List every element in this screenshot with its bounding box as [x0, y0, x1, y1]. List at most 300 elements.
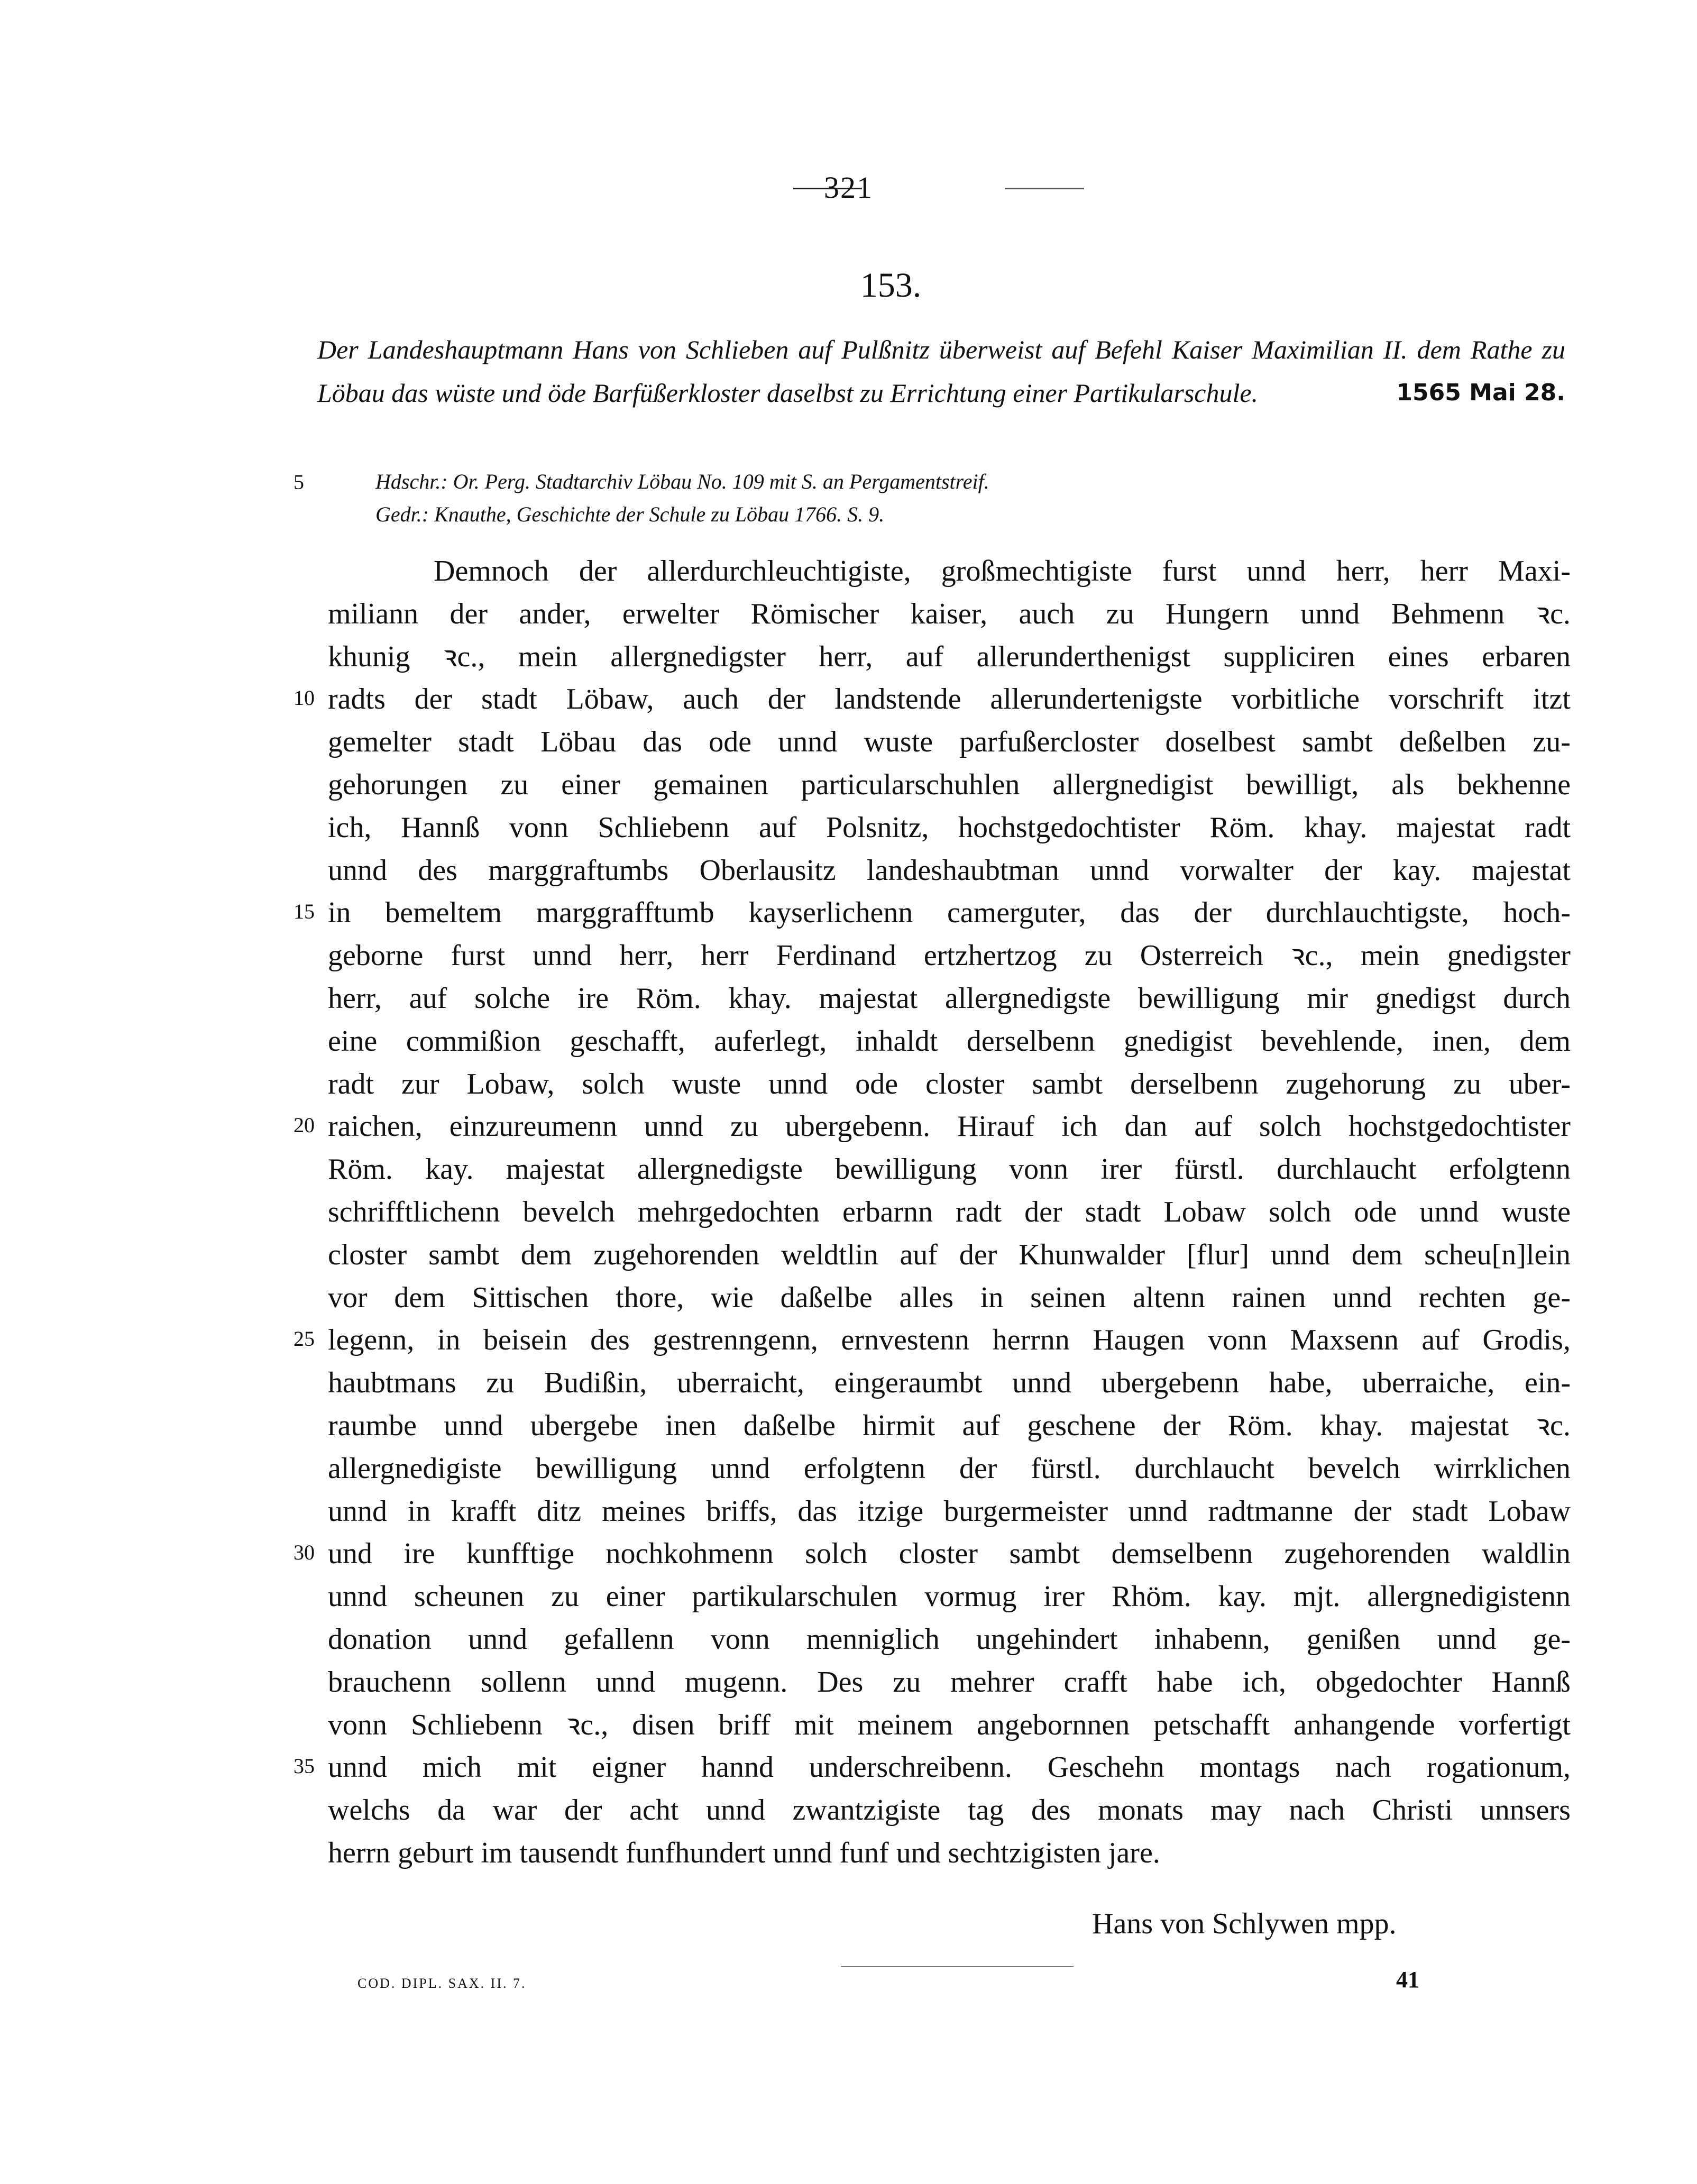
body-word: ertzhertzog	[923, 939, 1057, 972]
body-word: uberraiche,	[1362, 1366, 1495, 1400]
body-word: Röm.	[636, 981, 701, 1015]
line-number: 10	[293, 686, 315, 710]
body-word: zu	[1084, 939, 1113, 972]
body-word: wie	[710, 1281, 754, 1314]
body-word: unnd	[768, 1067, 828, 1100]
body-word: kay.	[1392, 854, 1442, 887]
body-word: sechtzigisten	[948, 1836, 1101, 1869]
body-word: hoch-	[1503, 896, 1571, 930]
body-word: radts	[328, 683, 386, 716]
body-word: daßelbe	[780, 1281, 873, 1314]
body-line	[328, 849, 1571, 892]
body-word: legenn,	[328, 1324, 415, 1357]
body-word: bevelch	[522, 1195, 615, 1228]
body-word: ꝛc.,	[1291, 939, 1333, 972]
body-line	[328, 636, 1571, 678]
body-word: Maxi-	[1498, 555, 1571, 588]
body-word: allergnedigist	[1052, 768, 1214, 801]
body-word: fürstl.	[1031, 1452, 1101, 1485]
body-word: wuste	[864, 726, 933, 759]
body-word: radt	[1524, 811, 1571, 844]
body-word: solch	[1259, 1110, 1322, 1143]
body-word: partikularschulen	[692, 1580, 898, 1613]
body-word: majestat	[819, 981, 918, 1015]
document-number: 153.	[860, 266, 922, 305]
body-word: ode	[1354, 1195, 1397, 1228]
body-word: inen	[665, 1409, 717, 1442]
body-word: Des	[817, 1665, 864, 1699]
body-word: allergnedigste	[637, 1153, 803, 1186]
body-word: unnd	[1128, 1494, 1188, 1528]
body-word: khay.	[1320, 1409, 1383, 1442]
body-word: closter	[328, 1238, 407, 1271]
body-word: itzt	[1533, 683, 1571, 716]
body-word: stadt	[481, 683, 537, 716]
body-word: eines	[1388, 640, 1449, 673]
body-word: Ferdinand	[776, 939, 896, 972]
body-word: solch	[1269, 1195, 1332, 1228]
body-word: briff	[718, 1708, 770, 1741]
body-line	[328, 1618, 1571, 1661]
body-word: Röm.	[1209, 811, 1275, 844]
body-line	[328, 1533, 1571, 1575]
body-word: Christi	[1372, 1794, 1453, 1827]
body-word: seinen	[1030, 1281, 1106, 1314]
body-line	[328, 1234, 1571, 1277]
body-word: nach	[1335, 1751, 1391, 1784]
body-word: auf	[900, 1238, 938, 1271]
line-number: 15	[293, 900, 315, 924]
body-word: geschene	[1027, 1409, 1136, 1442]
body-word: vorwalter	[1180, 854, 1294, 887]
body-word: hochstgedochtister	[1349, 1110, 1571, 1143]
body-word: der	[959, 1452, 997, 1485]
body-word: bekhenne	[1457, 768, 1571, 801]
body-word: unnd	[1012, 1366, 1072, 1400]
body-word: ge-	[1533, 1622, 1571, 1656]
body-word: hannd	[701, 1751, 774, 1784]
body-word: ditz	[537, 1494, 582, 1528]
body-word: auf	[409, 981, 447, 1015]
body-word: disen	[632, 1708, 695, 1741]
body-word: Römischer	[750, 597, 879, 630]
body-word: ubergebenn.	[785, 1110, 930, 1143]
body-word: erbarnn	[842, 1195, 933, 1228]
body-word: des	[418, 854, 457, 887]
body-word: rechten	[1418, 1281, 1506, 1314]
body-word: marggrafftumb	[536, 896, 714, 930]
body-word: ich,	[328, 811, 372, 844]
body-word: furst	[1162, 555, 1217, 588]
regest	[317, 328, 1565, 415]
body-word: ire	[577, 981, 609, 1015]
body-word: inhabenn,	[1154, 1622, 1270, 1656]
body-word: gemainen	[653, 768, 768, 801]
body-word: unnd	[328, 854, 387, 887]
body-word: großmechtigiste	[941, 555, 1132, 588]
body-word: allerunderthenigst	[976, 640, 1190, 673]
body-word: Maxsenn	[1290, 1324, 1399, 1357]
body-word: majestat	[1472, 854, 1571, 887]
body-word: funf	[839, 1836, 889, 1869]
body-word: herr,	[819, 640, 873, 673]
body-word: mir	[1307, 981, 1348, 1015]
body-word: mit	[794, 1708, 834, 1741]
body-word: rogationum,	[1426, 1751, 1571, 1784]
body-word: Grodis,	[1482, 1324, 1571, 1357]
body-word: kayserlichenn	[748, 896, 913, 930]
line-number: 5	[293, 470, 304, 494]
header-rule-right	[1005, 188, 1084, 189]
body-word: unnd	[1419, 1195, 1479, 1228]
line-number: 20	[293, 1113, 315, 1137]
body-word: haubtmans	[328, 1366, 456, 1400]
body-word: auferlegt,	[714, 1024, 827, 1058]
body-word: ein-	[1524, 1366, 1571, 1400]
body-word: nochkohmenn	[606, 1537, 774, 1571]
body-word: raichen,	[328, 1110, 423, 1143]
body-word: uberraicht,	[676, 1366, 804, 1400]
body-word: crafft	[1063, 1665, 1127, 1699]
body-word: vorschrift	[1388, 683, 1504, 716]
body-word: erfolgtenn	[803, 1452, 926, 1485]
body-word: zur	[401, 1067, 439, 1100]
body-word: kay.	[1218, 1580, 1267, 1613]
document-body	[328, 550, 1571, 1875]
body-word: majestat	[1410, 1409, 1509, 1442]
body-word: mugenn.	[684, 1665, 788, 1699]
body-line	[328, 678, 1571, 721]
body-line	[328, 1105, 1571, 1148]
body-word: solch	[582, 1067, 645, 1100]
body-word: weldtlin	[781, 1238, 878, 1271]
regest-date: 1565 Mai 28.	[1396, 379, 1565, 406]
body-word: unnd	[773, 1836, 832, 1869]
body-word: geschafft,	[570, 1024, 685, 1058]
body-word: miliann	[328, 597, 419, 630]
body-word: das	[1120, 896, 1160, 930]
body-word: das	[797, 1494, 838, 1528]
body-word: solch	[805, 1537, 868, 1571]
body-word: ubergebe	[530, 1409, 638, 1442]
body-word: alles	[899, 1281, 954, 1314]
body-word: parfußercloster	[959, 726, 1139, 759]
body-word: bevelch	[1308, 1452, 1400, 1485]
footer-series: COD. DIPL. SAX. II. 7.	[357, 1976, 527, 1991]
body-word: unnd	[711, 1452, 770, 1485]
body-word: allergnedigster	[610, 640, 786, 673]
body-word: Rhöm.	[1111, 1580, 1191, 1613]
body-word: welchs	[328, 1794, 410, 1827]
body-word: auf	[1194, 1110, 1232, 1143]
body-word: erwelter	[622, 597, 720, 630]
body-word: durchlauchtigste,	[1265, 896, 1469, 930]
body-word: kay.	[425, 1153, 474, 1186]
body-word: acht	[629, 1794, 679, 1827]
body-word: Oberlausitz	[699, 854, 836, 887]
body-word: zu	[486, 1366, 515, 1400]
body-word: Lobaw,	[466, 1067, 555, 1100]
body-word: uber-	[1508, 1067, 1571, 1100]
body-word: habe,	[1269, 1366, 1333, 1400]
body-word: wirrklichen	[1434, 1452, 1571, 1485]
body-line	[328, 1746, 1571, 1789]
body-word: der	[1194, 896, 1232, 930]
body-word: unnd	[328, 1751, 387, 1784]
body-word: closter	[925, 1067, 1005, 1100]
body-word: und	[896, 1836, 941, 1869]
body-line	[328, 1191, 1571, 1234]
body-word: im	[481, 1836, 512, 1869]
body-word: Schliebenn	[411, 1708, 543, 1741]
body-word: particularschuhlen	[801, 768, 1020, 801]
body-word: solche	[474, 981, 551, 1015]
body-word: dem	[1519, 1024, 1571, 1058]
body-word: vonn	[328, 1708, 387, 1741]
body-word: funfhundert	[625, 1836, 766, 1869]
body-word: anhangende	[1294, 1708, 1435, 1741]
body-word: gemelter	[328, 726, 432, 759]
body-word: mehrer	[950, 1665, 1034, 1699]
body-word: Hannß	[1491, 1665, 1571, 1699]
body-word: deßelben	[1399, 726, 1507, 759]
signature: Hans von Schlywen mpp.	[1092, 1907, 1397, 1940]
body-word: zu	[1106, 597, 1134, 630]
body-word: sambt	[428, 1238, 499, 1271]
body-word: mehrgedochten	[637, 1195, 820, 1228]
body-word: einzureumenn	[449, 1110, 617, 1143]
body-word: ubergebenn	[1101, 1366, 1239, 1400]
body-word: auf	[962, 1409, 1001, 1442]
body-word: stadt	[1085, 1195, 1141, 1228]
body-line	[328, 1362, 1571, 1405]
body-word: ꝛc.	[1536, 1409, 1571, 1442]
body-word: gestrenngenn,	[653, 1324, 818, 1357]
body-word: eigner	[592, 1751, 666, 1784]
body-word: bevehlende,	[1261, 1024, 1404, 1058]
body-word: derselbenn	[1130, 1067, 1259, 1100]
body-word: meinem	[857, 1708, 953, 1741]
body-word: Lobaw	[1163, 1195, 1246, 1228]
body-line	[328, 550, 1571, 593]
body-word: stadt	[1411, 1494, 1468, 1528]
body-word: auch	[1019, 597, 1075, 630]
body-word: irer	[1100, 1153, 1142, 1186]
body-word: ode	[709, 726, 752, 759]
body-word: vonn	[710, 1622, 770, 1656]
body-word: herr	[701, 939, 749, 972]
body-word: zugehorenden	[593, 1238, 760, 1271]
body-word: ich	[1061, 1110, 1098, 1143]
body-word: bemeltem	[385, 896, 502, 930]
body-word: monats	[1098, 1794, 1184, 1827]
body-word: der	[579, 555, 617, 588]
body-word: sambt	[1032, 1067, 1103, 1100]
body-word: camerguter,	[947, 896, 1086, 930]
body-word: briffs,	[706, 1494, 777, 1528]
body-word: geborne	[328, 939, 424, 972]
line-number: 35	[293, 1754, 315, 1778]
body-word: gnedigist	[1124, 1024, 1233, 1058]
body-word: stadt	[458, 726, 514, 759]
body-word: Lobaw	[1488, 1494, 1571, 1528]
body-word: als	[1391, 768, 1425, 801]
body-line	[328, 1148, 1571, 1191]
body-word: derselbenn	[966, 1024, 1095, 1058]
body-word: menniglich	[806, 1622, 940, 1656]
body-word: und	[328, 1537, 372, 1571]
body-word: geburt	[398, 1836, 474, 1869]
body-word: irer	[1043, 1580, 1085, 1613]
body-line	[328, 892, 1571, 934]
body-word: daßelbe	[743, 1409, 836, 1442]
body-word: radt	[956, 1195, 1002, 1228]
body-word: herr,	[1336, 555, 1390, 588]
body-word: rainen	[1232, 1281, 1306, 1314]
body-word: underschreibenn.	[809, 1751, 1012, 1784]
body-word: sambt	[1009, 1537, 1080, 1571]
body-line	[328, 593, 1571, 636]
body-word: nach	[1289, 1794, 1345, 1827]
body-word: majestat	[1396, 811, 1496, 844]
body-word: sollenn	[481, 1665, 566, 1699]
body-word: zu	[1453, 1067, 1481, 1100]
body-word: Hannß	[401, 811, 480, 844]
body-line	[328, 1490, 1571, 1533]
body-word: dem	[1351, 1238, 1403, 1271]
body-line	[328, 1832, 1571, 1875]
body-word: commißion	[406, 1024, 541, 1058]
body-word: bewilligung	[535, 1452, 677, 1485]
body-word: scheu[n]lein	[1424, 1238, 1571, 1271]
body-word: inen,	[1432, 1024, 1491, 1058]
body-word: zu	[893, 1665, 921, 1699]
body-word: zu-	[1533, 726, 1571, 759]
body-word: in	[328, 896, 351, 930]
body-word: unnd	[1437, 1622, 1497, 1656]
body-word: khunig	[328, 640, 410, 673]
body-word: eingeraumbt	[834, 1366, 983, 1400]
body-line	[328, 1447, 1571, 1490]
body-word: mein	[1360, 939, 1420, 972]
body-word: demselbenn	[1111, 1537, 1253, 1571]
body-word: Hungern	[1165, 597, 1269, 630]
body-word: der	[450, 597, 488, 630]
body-word: dem	[520, 1238, 572, 1271]
body-word: auf	[758, 811, 797, 844]
body-word: inhaldt	[855, 1024, 938, 1058]
body-word: eine	[328, 1024, 378, 1058]
body-word: unnd	[1090, 854, 1150, 887]
body-word: landeshaubtman	[866, 854, 1059, 887]
body-word: Hirauf	[957, 1110, 1035, 1143]
body-word: mein	[518, 640, 577, 673]
body-word: Demnoch	[434, 555, 549, 588]
body-word: allergnedigiste	[328, 1452, 502, 1485]
body-word: khay.	[1304, 811, 1368, 844]
body-word: Budißin,	[544, 1366, 647, 1400]
body-word: thore,	[616, 1281, 684, 1314]
body-word: donation	[328, 1622, 432, 1656]
footer-sheet-number: 41	[1396, 1967, 1419, 1993]
body-word: Löbau	[540, 726, 617, 759]
body-line	[328, 764, 1571, 806]
body-word: zwantzigiste	[792, 1794, 941, 1827]
body-word: vorfertigt	[1458, 1708, 1571, 1741]
body-word: mjt.	[1293, 1580, 1341, 1613]
body-word: auf	[905, 640, 944, 673]
body-word: vonn	[1009, 1153, 1069, 1186]
body-word: angebornnen	[977, 1708, 1130, 1741]
body-line	[328, 1789, 1571, 1832]
body-word: waldlin	[1481, 1537, 1571, 1571]
body-word: Sittischen	[472, 1281, 589, 1314]
body-line	[328, 1661, 1571, 1704]
body-word: auch	[683, 683, 739, 716]
regest-text: Der Landeshauptmann Hans von Schlieben auf Pulßnitz überweist auf Befehl Kaiser Maximilian II. dem Rathe zu Löbau das wüste und öde Barfüßerkloster daselbst zu Errichtung einer Partikularschule.	[317, 335, 1565, 408]
body-word: schrifftlichenn	[328, 1195, 500, 1228]
page-header	[0, 164, 1697, 212]
body-line	[328, 1704, 1571, 1747]
body-word: khay.	[728, 981, 792, 1015]
body-word: zu	[500, 768, 529, 801]
body-word: tausendt	[519, 1836, 618, 1869]
body-word: gnedigster	[1447, 939, 1571, 972]
body-word: unnd	[1270, 1238, 1330, 1271]
body-word: vormug	[924, 1580, 1017, 1613]
body-word: ꝛc.	[1536, 597, 1571, 630]
end-rule	[841, 1966, 1074, 1967]
body-word: unnd	[1300, 597, 1360, 630]
body-word: krafft	[451, 1494, 517, 1528]
body-word: der	[1353, 1494, 1392, 1528]
body-word: mit	[517, 1751, 557, 1784]
body-word: unnd	[468, 1622, 528, 1656]
body-word: fürstl.	[1174, 1153, 1244, 1186]
body-word: itzige	[857, 1494, 924, 1528]
line-number: 25	[293, 1327, 315, 1351]
body-word: mich	[422, 1751, 482, 1784]
body-word: allerdurchleuchtigiste,	[647, 555, 911, 588]
body-word: herr,	[619, 939, 674, 972]
body-word: scheunen	[414, 1580, 525, 1613]
body-word: raumbe	[328, 1409, 417, 1442]
body-word: meines	[601, 1494, 686, 1528]
body-word: der	[959, 1238, 997, 1271]
body-word: dan	[1124, 1110, 1168, 1143]
body-word: da	[437, 1794, 465, 1827]
body-word: Schliebenn	[598, 811, 730, 844]
body-word: erbaren	[1482, 640, 1571, 673]
body-word: Osterreich	[1140, 939, 1263, 972]
body-line	[328, 1319, 1571, 1362]
body-word: wuste	[672, 1067, 741, 1100]
body-word: durchlaucht	[1134, 1452, 1274, 1485]
body-word: ich,	[1242, 1665, 1286, 1699]
body-word: petschafft	[1153, 1708, 1270, 1741]
body-word: zugehorung	[1286, 1067, 1426, 1100]
body-word: herr,	[328, 981, 382, 1015]
body-word: zu	[551, 1580, 579, 1613]
body-word: der	[1024, 1195, 1062, 1228]
body-word: Khunwalder	[1019, 1238, 1166, 1271]
body-word: ernvestenn	[841, 1324, 970, 1357]
body-word: doselbest	[1165, 726, 1276, 759]
body-line	[328, 934, 1571, 977]
body-word: unnd	[328, 1494, 387, 1528]
body-word: suppliciren	[1223, 640, 1355, 673]
body-word: zu	[730, 1110, 758, 1143]
